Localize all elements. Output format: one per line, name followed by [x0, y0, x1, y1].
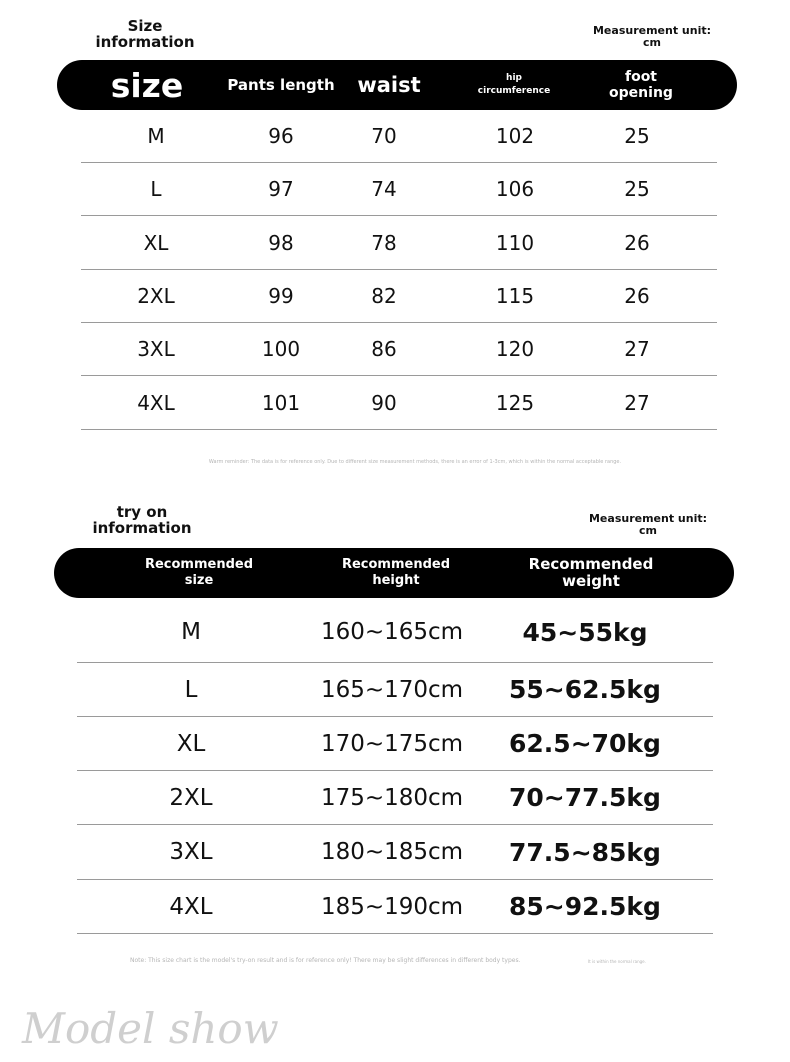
- tryon-unit-label: [584, 513, 712, 537]
- cell-waist: 78: [371, 230, 397, 255]
- cell-size: 3XL: [137, 337, 175, 361]
- cell-height: 160~165cm: [320, 619, 464, 645]
- cell-height: 170~175cm: [320, 730, 464, 757]
- size-section-title: Size information: [95, 17, 195, 51]
- table-row: [81, 376, 717, 430]
- tryon-table-header: [54, 548, 734, 598]
- cell-waist: 74: [371, 177, 397, 201]
- cell-size: L: [184, 676, 198, 703]
- unit-label-text: Measurement unit:: [588, 512, 708, 525]
- unit-label-text: Measurement unit:: [592, 24, 712, 37]
- cell-hip: 102: [495, 124, 535, 148]
- cell-size: XL: [143, 230, 169, 255]
- model-show-watermark: Model show: [22, 1004, 279, 1053]
- header-recommended-height: Recommended height: [341, 557, 451, 588]
- header-size: size: [110, 65, 184, 105]
- cell-hip: 125: [495, 390, 535, 415]
- cell-foot-opening: 27: [624, 337, 650, 361]
- header-foot-opening: foot opening: [609, 69, 673, 101]
- cell-waist: 82: [371, 284, 397, 308]
- cell-waist: 86: [371, 337, 397, 361]
- table-row: [81, 110, 717, 163]
- table-row: [77, 717, 713, 771]
- cell-waist: 90: [371, 390, 397, 415]
- table-row: [81, 163, 717, 216]
- cell-hip: 106: [495, 177, 535, 201]
- cell-height: 175~180cm: [320, 784, 464, 811]
- cell-foot-opening: 25: [624, 177, 650, 201]
- cell-hip: 115: [495, 284, 535, 308]
- table-row: [81, 270, 717, 323]
- tryon-note: Note: This size chart is the model's try-on result and is for reference only! There may be slight differences in different body types.: [130, 957, 521, 964]
- cell-pants-length: 99: [268, 284, 294, 308]
- cell-size: M: [147, 124, 165, 148]
- header-recommended-weight: Recommended weight: [528, 555, 654, 590]
- cell-foot-opening: 27: [624, 390, 650, 415]
- table-row: [81, 216, 717, 270]
- cell-size: 2XL: [137, 284, 175, 308]
- tryon-section-title: try on information: [92, 503, 192, 537]
- cell-weight: 77.5~85kg: [509, 837, 661, 867]
- header-pants-length: Pants length: [227, 75, 335, 94]
- cell-pants-length: 101: [261, 390, 301, 415]
- header-waist: waist: [357, 73, 421, 97]
- cell-pants-length: 98: [268, 230, 294, 255]
- table-row: [77, 663, 713, 717]
- header-hip-circumference: hip circumference: [477, 73, 551, 96]
- unit-value-text: cm: [639, 524, 657, 537]
- cell-weight: 55~62.5kg: [509, 675, 661, 704]
- cell-size: 2XL: [169, 784, 213, 811]
- cell-pants-length: 100: [261, 337, 301, 361]
- cell-weight: 85~92.5kg: [509, 892, 661, 921]
- header-recommended-size: Recommended size: [144, 557, 254, 588]
- cell-pants-length: 97: [268, 177, 294, 201]
- size-table-header: [57, 60, 737, 110]
- cell-foot-opening: 25: [624, 124, 650, 148]
- cell-hip: 120: [495, 337, 535, 361]
- cell-height: 180~185cm: [320, 839, 464, 865]
- table-row: [77, 825, 713, 880]
- cell-size: M: [181, 619, 201, 645]
- table-row: [77, 880, 713, 934]
- table-row: [77, 771, 713, 825]
- size-reminder-note: Warm reminder: The data is for reference only. Due to different size measurement methods, there is an error of 1-3cm, which is within the normal acceptable range.: [208, 459, 622, 465]
- table-row: [77, 602, 713, 663]
- cell-hip: 110: [495, 230, 535, 255]
- cell-pants-length: 96: [268, 124, 294, 148]
- cell-weight: 62.5~70kg: [509, 729, 661, 758]
- cell-size: 4XL: [137, 390, 175, 415]
- cell-size: L: [150, 177, 162, 201]
- cell-height: 185~190cm: [320, 893, 464, 920]
- cell-size: 3XL: [169, 839, 213, 865]
- cell-weight: 70~77.5kg: [509, 783, 661, 812]
- tryon-note-tail: It is within the normal range.: [588, 959, 646, 964]
- cell-waist: 70: [371, 124, 397, 148]
- cell-size: XL: [176, 730, 206, 757]
- cell-weight: 45~55kg: [522, 617, 648, 647]
- cell-height: 165~170cm: [320, 676, 464, 703]
- table-row: [81, 323, 717, 376]
- unit-value-text: cm: [643, 36, 661, 49]
- cell-foot-opening: 26: [624, 230, 650, 255]
- cell-size: 4XL: [169, 893, 213, 920]
- size-unit-label: [590, 25, 714, 49]
- cell-foot-opening: 26: [624, 284, 650, 308]
